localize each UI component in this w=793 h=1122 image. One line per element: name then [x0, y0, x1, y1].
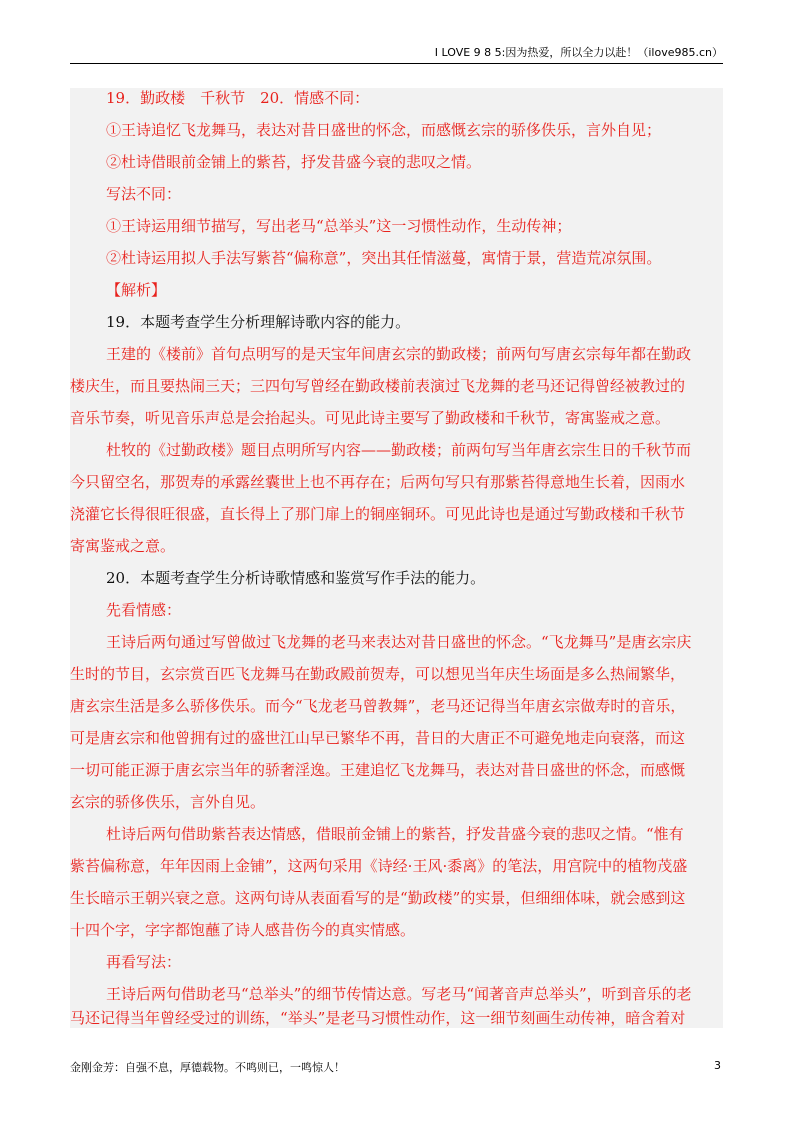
analysis-line: 一切可能正源于唐玄宗当年的骄奢淫逸。王建追忆飞龙舞马，表达对昔日盛世的怀念，而感慨 [70, 761, 686, 779]
answer-line: ②杜诗运用拟人手法写紫苔“偏称意”，突出其任情滋蔓，寓情于景，营造荒凉氛围。 [106, 249, 662, 267]
analysis-heading: 【解析】 [106, 281, 167, 299]
page-header: I LOVE 9 8 5:因为热爱，所以全力以赴！（ilove985.cn） [434, 46, 723, 59]
analysis-line: 生长暗示王朝兴衰之意。这两句诗从表面看写的是“勤政楼”的实景，但细细体味，就会感到这 [70, 889, 686, 907]
analysis-line: 马还记得当年曾经受过的训练，“举头”是老马习惯性动作，这一细节刻画生动传神，暗含着对 [70, 1009, 686, 1027]
analysis-line: 今只留空名，那贺寿的承露丝囊世上也不再存在；后两句写只有那紫苔得意地生长着，因雨水 [70, 473, 686, 491]
analysis-line: 寄寓鉴戒之意。 [70, 537, 176, 555]
analysis-line: 玄宗的骄侈佚乐，言外自见。 [70, 793, 266, 811]
analysis-line: 可是唐玄宗和他曾拥有过的盛世江山早已繁华不再，昔日的大唐正不可避免地走向衰落，而这 [70, 729, 686, 747]
analysis-line: 杜诗后两句借助紫苔表达情感，借眼前金铺上的紫苔，抒发昔盛今衰的悲叹之情。“惟有 [106, 825, 684, 843]
analysis-line: 王诗后两句借助老马“总举头”的细节传情达意。写老马“闻著音声总举头”，听到音乐的老 [106, 985, 692, 1003]
analysis-line: 先看情感： [106, 601, 182, 619]
analysis-line: 音乐节奏，听见音乐声总是会抬起头。可见此诗主要写了勤政楼和千秋节，寄寓鉴戒之意。 [70, 409, 671, 427]
answer-line: ①王诗运用细节描写，写出老马“总举头”这一习惯性动作，生动传神； [106, 217, 572, 235]
analysis-line: 生时的节目，玄宗赏百匹飞龙舞马在勤政殿前贺寿，可以想见当年庆生场面是多么热闹繁华， [70, 665, 686, 683]
analysis-line: 再看写法： [106, 953, 182, 971]
analysis-line: 紫苔偏称意，年年因雨上金铺”，这两句采用《诗经·王风·黍离》的笔法，用宫院中的植物茂盛 [70, 857, 688, 875]
page-number: 3 [714, 1059, 721, 1072]
answer-line: ②杜诗借眼前金铺上的紫苔，抒发昔盛今衰的悲叹之情。 [106, 153, 482, 171]
answer-content [70, 88, 723, 1028]
footer-motto: 金刚金芳：自强不息，厚德载物。不鸣则已，一鸣惊人！ [70, 1061, 345, 1074]
analysis-line: 十四个字，字字都饱蘸了诗人感昔伤今的真实情感。 [70, 921, 416, 939]
analysis-line: 杜牧的《过勤政楼》题目点明所写内容——勤政楼；前两句写当年唐玄宗生日的千秋节而 [106, 441, 692, 459]
analysis-line: 19．本题考查学生分析理解诗歌内容的能力。 [106, 313, 411, 331]
header-divider [70, 63, 723, 64]
analysis-line: 楼庆生，而且要热闹三天；三四句写曾经在勤政楼前表演过飞龙舞的老马还记得曾经被教过的 [70, 377, 686, 395]
analysis-line: 唐玄宗生活是多么骄侈佚乐。而今“飞龙老马曾教舞”，老马还记得当年唐玄宗做寿时的音乐， [70, 697, 686, 715]
analysis-line: 王诗后两句通过写曾做过飞龙舞的老马来表达对昔日盛世的怀念。“飞龙舞马”是唐玄宗庆 [106, 633, 692, 651]
answer-line: 写法不同： [106, 185, 182, 203]
analysis-line: 20．本题考查学生分析诗歌情感和鉴赏写作手法的能力。 [106, 569, 486, 587]
analysis-line: 浇灌它长得很旺很盛，直长得上了那门扉上的铜座铜环。可见此诗也是通过写勤政楼和千秋节 [70, 505, 686, 523]
answer-line: 19．勤政楼 千秋节 20．情感不同： [106, 89, 370, 107]
answer-line: ①王诗追忆飞龙舞马，表达对昔日盛世的怀念，而感慨玄宗的骄侈佚乐，言外自见； [106, 121, 662, 139]
analysis-line: 王建的《楼前》首句点明写的是天宝年间唐玄宗的勤政楼；前两句写唐玄宗每年都在勤政 [106, 345, 692, 363]
